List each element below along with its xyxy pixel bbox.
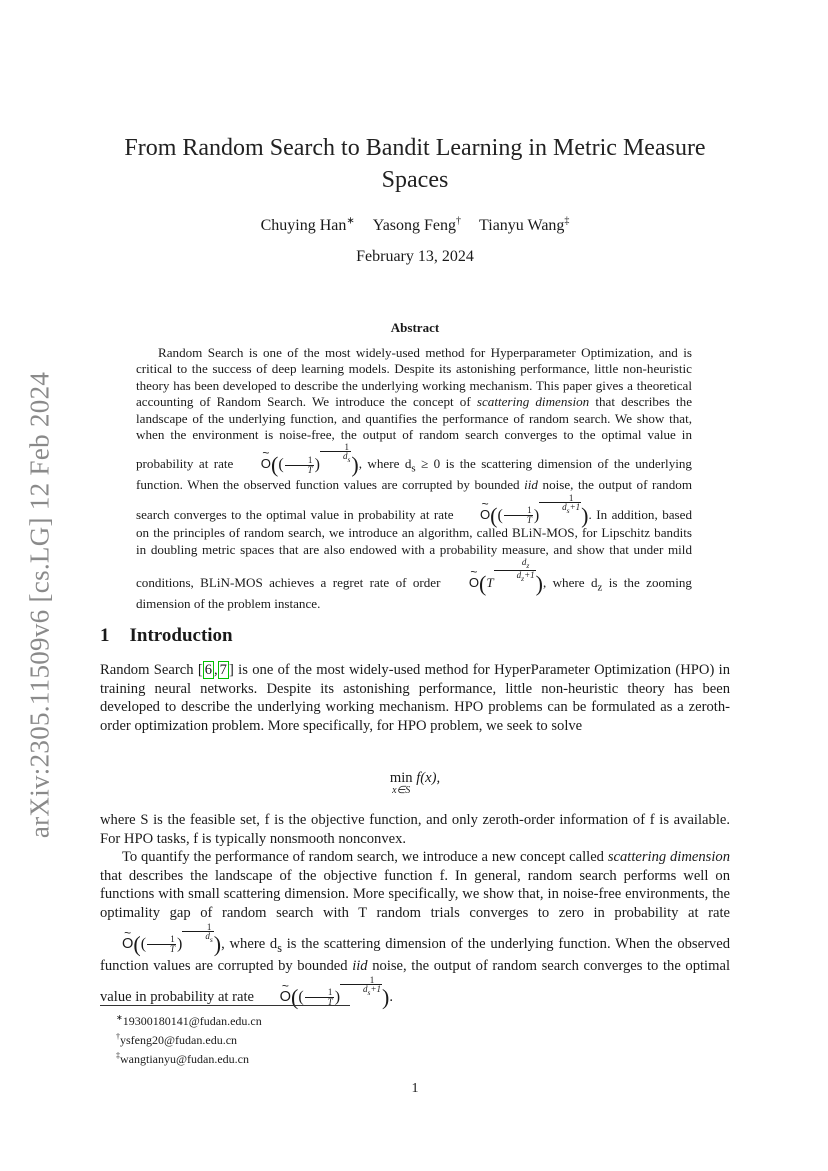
rate-formula: ~ O(( $\frac{1}{T}$ ) $\frac{1}{d_s+1}$ ): [458, 507, 589, 522]
abstract-heading: Abstract: [390, 320, 440, 335]
regret-formula: ~ O(T $\frac{d_z}{d_z+1}$ ): [447, 575, 543, 590]
abstract-body: Random Search is one of the most widely-used method for Hyperparameter Optimization, and is critical to the success of deep learning models. Despite its astonishing performance, little non-heuristic theory has been developed to describe the underlying working mechanism. This paper gives a theoretical accounting of Random Search. We introduce the concept of scattering dimension that describes the landscape of the underlying function, and quantifies the performance of random search. We show that, when the environment is noise-free, the output of random search converges to the optimal value in probability at rate ~ O(( $\frac{1}{T}$ ) $\frac{1}{d_s}$ ), where $d_s \ge 0$ is the scattering dimension of the underlying function. When the observed function values are corrupted by bounded iid noise, the output of random search converges to the optimal value in probability at rate ~ O(( $\frac{1}{T}$ ) $\frac{1}{d_s+1}$ ). In addition, based on the principles of random search, we introduce an algorithm, called BLiN-MOS, for Lipschitz bandits in doubling metric spaces that are also endowed with a probability measure, and show that under mild conditions, BLiN-MOS achieves a regret rate of order ~ O(T $\frac{d_z}{d_z+1}$ ), where $d_z$ is the zooming dimension of the problem instance.: [136, 345, 692, 612]
page-number: 1: [411, 1081, 419, 1096]
arxiv-side-stamp: [20, 370, 60, 840]
intro-paragraph: where S is the feasible set, f is the objective function, and only zeroth-order information of f is available. For HPO tasks, f is typically nonsmooth nonconvex. To quantify the performance of random search, we introduce a new concept called scattering dimension that describes the landscape of the objective function f. In general, random search performs well on functions with small scattering dimension. More specifically, we show that, in noise-free environments, the optimality gap of random search with T random trials converges to zero in probability at rate ~ O(( $\frac{1}{T}$ ) $\frac{1}{d_s}$ ), where $d_s$ is the scattering dimension of the underlying function. When the observed function values are corrupted by bounded iid noise, the output of random search converges to the optimal value in probability at rate ~ O(( $\frac{1}{T}$ ) $\frac{1}{d_s+1}$ ).: [100, 811, 730, 1007]
footnote-item: ‡wangtianyu@fudan.edu.cn: [116, 1051, 250, 1066]
rate-formula: ~ O(( $\frac{1}{T}$ ) $\frac{1}{d_s}$ ): [239, 456, 359, 471]
publication-date: February 13, 2024: [356, 248, 474, 265]
citation-link[interactable]: 6: [204, 662, 212, 678]
author-list: [100, 212, 730, 236]
author: Tianyu Wang‡: [479, 216, 570, 235]
arxiv-identifier: arXiv:2305.11509v6 [cs.LG] 12 Feb 2024: [24, 371, 55, 839]
paper-title: From Random Search to Bandit Learning in Metric Measure Spaces: [124, 135, 706, 193]
rate-formula: ~ O(( $\frac{1}{T}$ ) $\frac{1}{d_s+1}$ ): [258, 989, 390, 1005]
footnote-item: †ysfeng20@fudan.edu.cn: [116, 1032, 238, 1047]
author: Chuying Han∗: [260, 216, 355, 235]
citation-link[interactable]: 7: [219, 662, 227, 678]
section-heading: 1 Introduction: [100, 625, 233, 646]
intro-paragraph: Random Search [ 6 , 7 ] is one of the most widely-used method for HyperParameter Optimization (HPO) in training neural networks. Despite its astonishing performance, little non-heuristic theory has been developed to describe the underlying working mechanism. HPO problems can be formulated as a zeroth-order optimization problem. More specifically, for HPO problem, we seek to solve: [100, 662, 731, 734]
author: Yasong Feng†: [372, 216, 462, 235]
footnotes: [116, 1010, 262, 1067]
display-equation: min x∈S f(x),: [389, 770, 441, 796]
footnote-item: ∗19300180141@fudan.edu.cn: [116, 1013, 262, 1028]
footnote-rule: [100, 1005, 350, 1006]
rate-formula: ~ O(( $\frac{1}{T}$ ) $\frac{1}{d_s}$ ): [100, 936, 221, 952]
